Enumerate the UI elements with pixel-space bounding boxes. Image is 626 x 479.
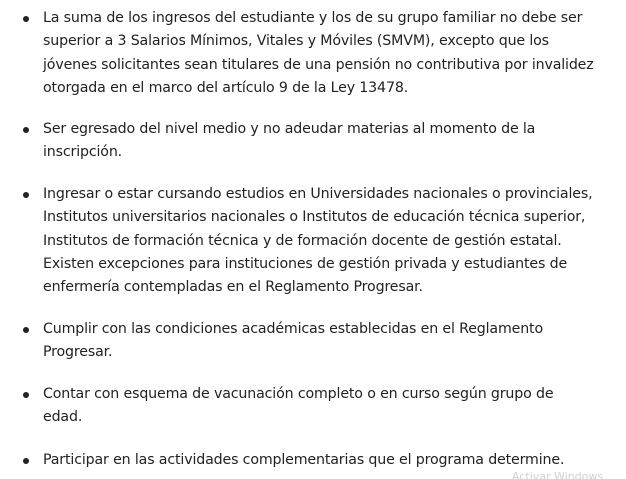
requirement-line: inscripción. (43, 144, 123, 161)
activation-watermark: Activar Windows (512, 470, 604, 479)
bullet-icon (23, 127, 29, 133)
requirement-text (43, 449, 623, 472)
requirement-text (43, 7, 623, 100)
requirement-text (43, 183, 623, 299)
requirement-line: Institutos de formación técnica y de formación docente de gestión estatal. (43, 232, 562, 249)
requirement-line: Contar con esquema de vacunación completo o en curso según grupo de (43, 386, 554, 402)
requirement-line: superior a 3 Salarios Mínimos, Vitales y Móviles (SMVM), excepto que los (43, 33, 549, 50)
requirement-line: Existen excepciones para instituciones de gestión privada y estudiantes de (43, 255, 568, 272)
requirement-line: jóvenes solicitantes sean titulares de una pensión no contributiva por invalidez (43, 56, 594, 73)
requirement-text (43, 383, 623, 430)
requirement-line: Participar en las actividades complementarias que el programa determine. (43, 452, 565, 468)
bullet-icon (23, 458, 29, 464)
requirement-line: Ingresar o estar cursando estudios en Universidades nacionales o provinciales, (43, 186, 593, 202)
requirement-line: edad. (43, 409, 83, 426)
bullet-icon (23, 16, 29, 22)
requirement-text (43, 118, 623, 165)
requirement-line: Cumplir con las condiciones académicas establecidas en el Reglamento (43, 321, 543, 337)
requirement-line: enfermería contempladas en el Reglamento Progresar. (43, 279, 423, 296)
bullet-icon (23, 192, 29, 198)
requirement-line: otorgada en el marco del artículo 9 de la Ley 13478. (43, 79, 409, 96)
requirement-line: Progresar. (43, 344, 113, 361)
requirement-line: Ser egresado del nivel medio y no adeudar materias al momento de la (43, 121, 536, 137)
requirement-line: La suma de los ingresos del estudiante y los de su grupo familiar no debe ser (43, 10, 583, 26)
requirement-line: Institutos universitarios nacionales o Institutos de educación técnica superior, (43, 209, 586, 226)
bullet-icon (23, 327, 29, 333)
bullet-icon (23, 392, 29, 398)
requirement-text (43, 318, 623, 365)
